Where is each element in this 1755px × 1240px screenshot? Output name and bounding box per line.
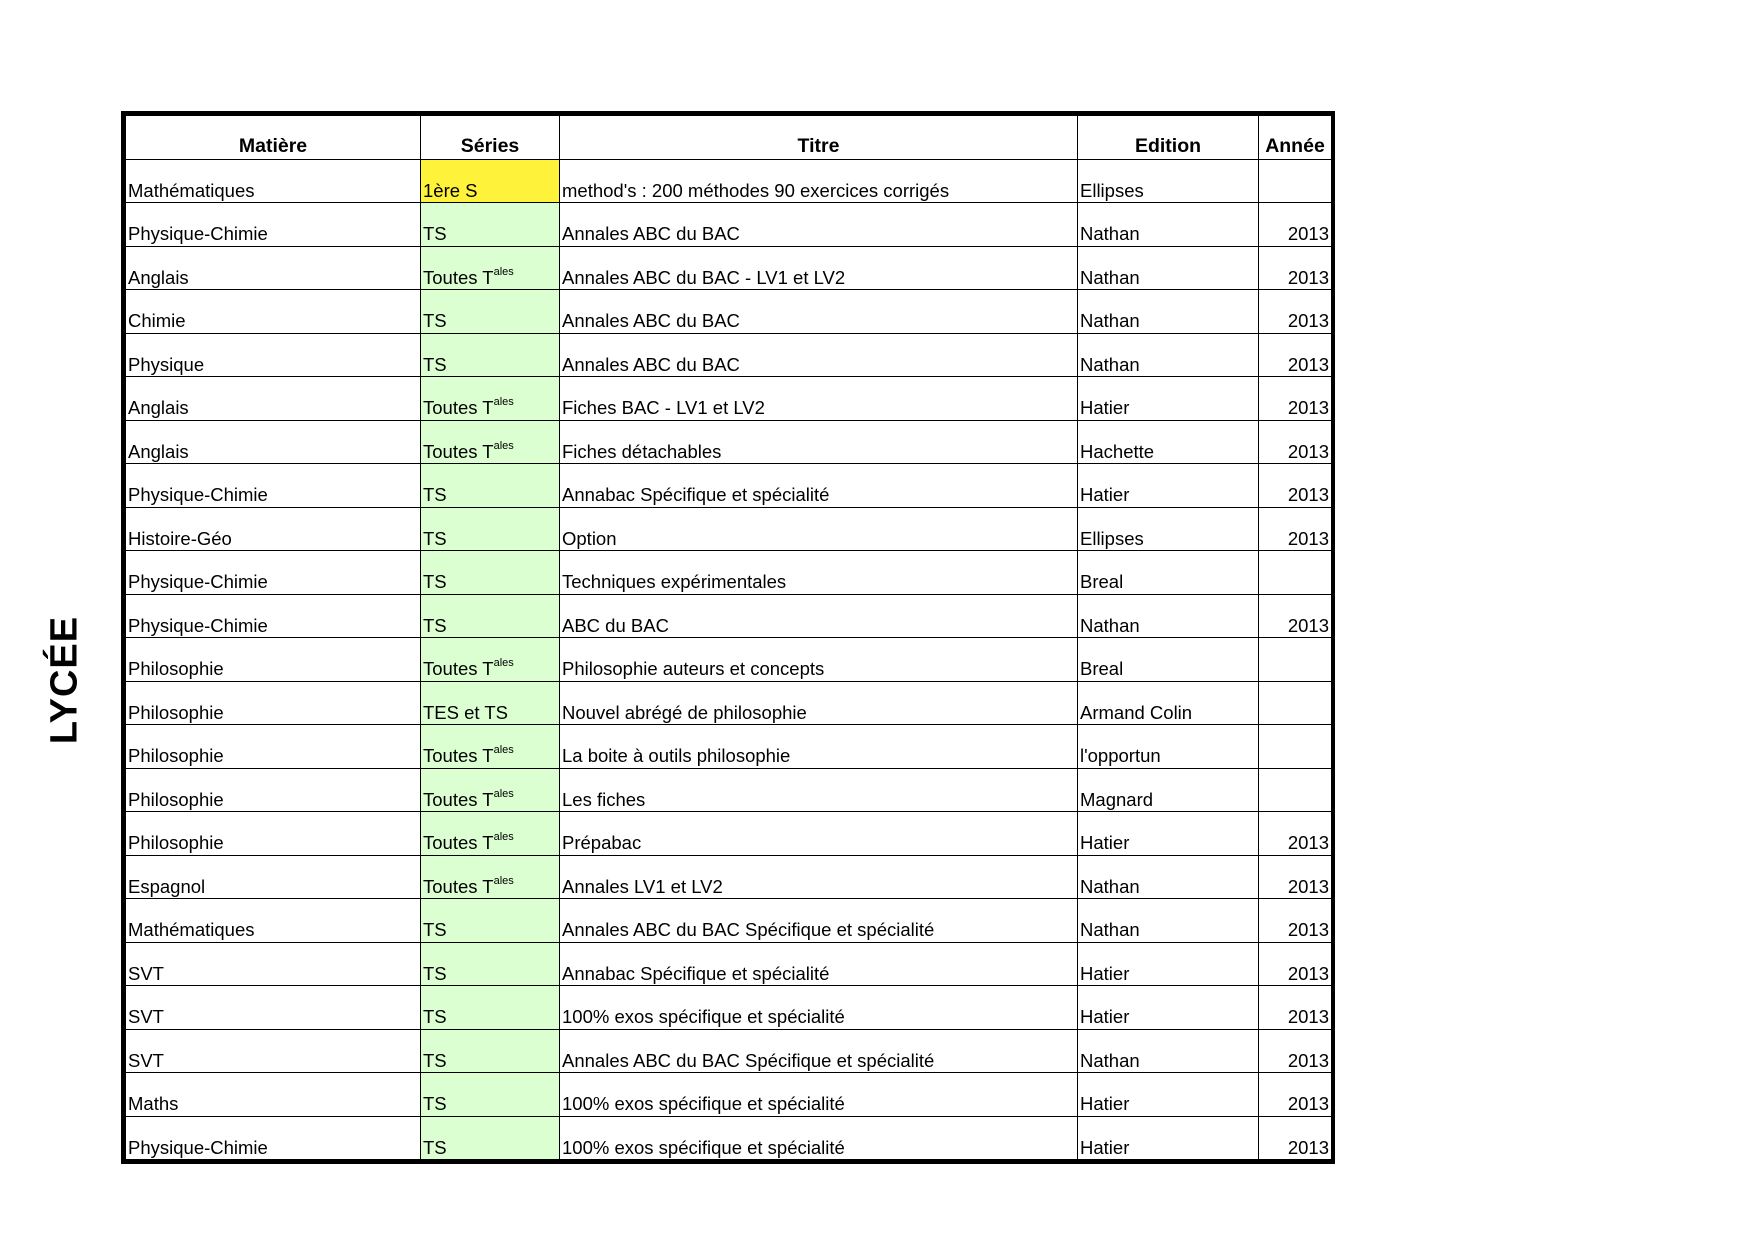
cell-annee: 2013 bbox=[1259, 1116, 1332, 1160]
header-row bbox=[126, 116, 1332, 160]
cell-matiere: Mathématiques bbox=[126, 899, 421, 943]
cell-series bbox=[421, 246, 560, 290]
table-body bbox=[126, 159, 1332, 1160]
cell-annee: 2013 bbox=[1259, 420, 1332, 464]
cell-series bbox=[421, 681, 560, 725]
table-row bbox=[126, 203, 1332, 247]
cell-titre: Fiches détachables bbox=[560, 420, 1078, 464]
cell-series bbox=[421, 333, 560, 377]
cell-titre: ABC du BAC bbox=[560, 594, 1078, 638]
cell-titre: 100% exos spécifique et spécialité bbox=[560, 1073, 1078, 1117]
cell-series bbox=[421, 1116, 560, 1160]
cell-series bbox=[421, 899, 560, 943]
cell-series bbox=[421, 855, 560, 899]
cell-edition: Nathan bbox=[1078, 246, 1259, 290]
cell-titre: Nouvel abrégé de philosophie bbox=[560, 681, 1078, 725]
series-text: TS bbox=[423, 571, 447, 592]
series-text: TS bbox=[423, 223, 447, 244]
cell-matiere: SVT bbox=[126, 986, 421, 1030]
cell-series bbox=[421, 420, 560, 464]
cell-edition: Nathan bbox=[1078, 1029, 1259, 1073]
series-superscript: ales bbox=[493, 396, 514, 408]
cell-edition: Hachette bbox=[1078, 420, 1259, 464]
cell-series bbox=[421, 507, 560, 551]
cell-titre: Annales ABC du BAC Spécifique et spécialité bbox=[560, 1029, 1078, 1073]
cell-matiere: Mathématiques bbox=[126, 159, 421, 203]
cell-matiere: Philosophie bbox=[126, 768, 421, 812]
cell-annee: 2013 bbox=[1259, 377, 1332, 421]
table-row bbox=[126, 942, 1332, 986]
series-text: TS bbox=[423, 1049, 447, 1071]
table-row bbox=[126, 420, 1332, 464]
series-superscript: ales bbox=[493, 439, 514, 452]
header-edition: Edition bbox=[1078, 116, 1259, 160]
table-row bbox=[126, 464, 1332, 508]
cell-annee bbox=[1259, 551, 1332, 595]
table-row bbox=[126, 638, 1332, 682]
series-text: TS bbox=[423, 962, 447, 984]
table-row bbox=[126, 1116, 1332, 1160]
cell-titre: Annales ABC du BAC bbox=[560, 203, 1078, 247]
series-text: TS bbox=[423, 1093, 447, 1114]
cell-matiere: Physique-Chimie bbox=[126, 1116, 421, 1160]
cell-series bbox=[421, 551, 560, 595]
header-matiere: Matière bbox=[126, 116, 421, 160]
series-text: Toutes T bbox=[423, 875, 494, 897]
cell-titre: La boite à outils philosophie bbox=[560, 725, 1078, 769]
series-superscript: ales bbox=[493, 787, 514, 800]
cell-edition: Nathan bbox=[1078, 855, 1259, 899]
cell-matiere: Philosophie bbox=[126, 638, 421, 682]
table-row bbox=[126, 899, 1332, 943]
series-text: 1ère S bbox=[423, 179, 478, 201]
series-text: TS bbox=[423, 919, 447, 940]
cell-annee bbox=[1259, 638, 1332, 682]
cell-series bbox=[421, 638, 560, 682]
cell-annee bbox=[1259, 681, 1332, 725]
cell-edition: Magnard bbox=[1078, 768, 1259, 812]
cell-titre: Prépabac bbox=[560, 812, 1078, 856]
table-row bbox=[126, 246, 1332, 290]
cell-edition: Breal bbox=[1078, 551, 1259, 595]
cell-matiere: Anglais bbox=[126, 377, 421, 421]
cell-edition: Ellipses bbox=[1078, 159, 1259, 203]
cell-titre: Annales ABC du BAC bbox=[560, 290, 1078, 334]
cell-titre: Techniques expérimentales bbox=[560, 551, 1078, 595]
cell-annee: 2013 bbox=[1259, 290, 1332, 334]
cell-annee: 2013 bbox=[1259, 855, 1332, 899]
cell-titre: Philosophie auteurs et concepts bbox=[560, 638, 1078, 682]
cell-annee: 2013 bbox=[1259, 246, 1332, 290]
series-text: TS bbox=[423, 484, 447, 505]
series-superscript: ales bbox=[493, 265, 514, 278]
table-row bbox=[126, 377, 1332, 421]
cell-matiere: Espagnol bbox=[126, 855, 421, 899]
cell-annee bbox=[1259, 768, 1332, 812]
cell-matiere: Anglais bbox=[126, 420, 421, 464]
cell-edition: Ellipses bbox=[1078, 507, 1259, 551]
table-row bbox=[126, 507, 1332, 551]
series-text: Toutes T bbox=[423, 440, 494, 462]
header-titre: Titre bbox=[560, 116, 1078, 160]
cell-series bbox=[421, 377, 560, 421]
cell-edition: Hatier bbox=[1078, 1073, 1259, 1117]
series-text: Toutes T bbox=[423, 832, 494, 853]
header-annee: Année bbox=[1259, 116, 1332, 160]
cell-annee: 2013 bbox=[1259, 1073, 1332, 1117]
table-row bbox=[126, 594, 1332, 638]
table-row bbox=[126, 1073, 1332, 1117]
cell-series bbox=[421, 203, 560, 247]
table-row bbox=[126, 159, 1332, 203]
cell-series bbox=[421, 290, 560, 334]
cell-titre: Annales ABC du BAC Spécifique et spécialité bbox=[560, 899, 1078, 943]
cell-annee: 2013 bbox=[1259, 594, 1332, 638]
header-series: Séries bbox=[421, 116, 560, 160]
cell-matiere: SVT bbox=[126, 942, 421, 986]
cell-edition: Nathan bbox=[1078, 899, 1259, 943]
cell-matiere: Physique-Chimie bbox=[126, 551, 421, 595]
cell-series bbox=[421, 942, 560, 986]
series-text: Toutes T bbox=[423, 397, 494, 418]
cell-matiere: Physique-Chimie bbox=[126, 594, 421, 638]
cell-matiere: Chimie bbox=[126, 290, 421, 334]
cell-matiere: Philosophie bbox=[126, 725, 421, 769]
cell-series bbox=[421, 1029, 560, 1073]
table-row bbox=[126, 768, 1332, 812]
cell-edition: Nathan bbox=[1078, 333, 1259, 377]
cell-annee: 2013 bbox=[1259, 333, 1332, 377]
cell-series bbox=[421, 812, 560, 856]
cell-annee: 2013 bbox=[1259, 986, 1332, 1030]
series-superscript: ales bbox=[493, 831, 514, 843]
series-text: TS bbox=[423, 527, 447, 549]
table-row bbox=[126, 333, 1332, 377]
table-row bbox=[126, 1029, 1332, 1073]
cell-matiere: Physique-Chimie bbox=[126, 464, 421, 508]
series-text: Toutes T bbox=[423, 788, 494, 810]
series-text: Toutes T bbox=[423, 658, 494, 679]
cell-matiere: Philosophie bbox=[126, 812, 421, 856]
cell-matiere: SVT bbox=[126, 1029, 421, 1073]
cell-annee: 2013 bbox=[1259, 464, 1332, 508]
cell-titre: Option bbox=[560, 507, 1078, 551]
series-text: Toutes T bbox=[423, 266, 494, 288]
cell-edition: Hatier bbox=[1078, 377, 1259, 421]
cell-annee: 2013 bbox=[1259, 942, 1332, 986]
table-row bbox=[126, 855, 1332, 899]
cell-annee: 2013 bbox=[1259, 899, 1332, 943]
cell-edition: Nathan bbox=[1078, 594, 1259, 638]
series-text: TS bbox=[423, 1006, 447, 1027]
cell-series bbox=[421, 594, 560, 638]
series-superscript: ales bbox=[493, 874, 514, 887]
cell-matiere: Physique bbox=[126, 333, 421, 377]
table-row bbox=[126, 812, 1332, 856]
cell-series bbox=[421, 159, 560, 203]
cell-titre: Annales LV1 et LV2 bbox=[560, 855, 1078, 899]
cell-titre: 100% exos spécifique et spécialité bbox=[560, 1116, 1078, 1160]
series-text: Toutes T bbox=[423, 745, 494, 766]
cell-annee bbox=[1259, 159, 1332, 203]
cell-edition: Nathan bbox=[1078, 203, 1259, 247]
series-text: TS bbox=[423, 353, 447, 375]
cell-annee: 2013 bbox=[1259, 203, 1332, 247]
cell-titre: Fiches BAC - LV1 et LV2 bbox=[560, 377, 1078, 421]
cell-edition: Hatier bbox=[1078, 986, 1259, 1030]
cell-matiere: Physique-Chimie bbox=[126, 203, 421, 247]
cell-series bbox=[421, 1073, 560, 1117]
cell-matiere: Maths bbox=[126, 1073, 421, 1117]
cell-edition: Hatier bbox=[1078, 812, 1259, 856]
series-superscript: ales bbox=[493, 744, 514, 756]
cell-titre: Annabac Spécifique et spécialité bbox=[560, 464, 1078, 508]
cell-matiere: Anglais bbox=[126, 246, 421, 290]
cell-series bbox=[421, 464, 560, 508]
cell-annee: 2013 bbox=[1259, 507, 1332, 551]
series-text: TS bbox=[423, 1136, 447, 1158]
cell-titre: Annales ABC du BAC - LV1 et LV2 bbox=[560, 246, 1078, 290]
cell-edition: Hatier bbox=[1078, 942, 1259, 986]
cell-edition: Armand Colin bbox=[1078, 681, 1259, 725]
side-label-lycee: LYCÉE bbox=[43, 615, 86, 745]
cell-annee: 2013 bbox=[1259, 1029, 1332, 1073]
series-text: TES et TS bbox=[423, 701, 508, 723]
table-row bbox=[126, 986, 1332, 1030]
series-text: TS bbox=[423, 310, 447, 331]
cell-titre: Les fiches bbox=[560, 768, 1078, 812]
book-list-sheet bbox=[121, 111, 1335, 1164]
cell-series bbox=[421, 725, 560, 769]
cell-titre: 100% exos spécifique et spécialité bbox=[560, 986, 1078, 1030]
cell-edition: Nathan bbox=[1078, 290, 1259, 334]
cell-matiere: Philosophie bbox=[126, 681, 421, 725]
cell-titre: Annales ABC du BAC bbox=[560, 333, 1078, 377]
cell-matiere: Histoire-Géo bbox=[126, 507, 421, 551]
cell-titre: method's : 200 méthodes 90 exercices corrigés bbox=[560, 159, 1078, 203]
table-row bbox=[126, 681, 1332, 725]
cell-edition: l'opportun bbox=[1078, 725, 1259, 769]
cell-series bbox=[421, 768, 560, 812]
series-text: TS bbox=[423, 614, 447, 636]
cell-edition: Hatier bbox=[1078, 464, 1259, 508]
cell-annee bbox=[1259, 725, 1332, 769]
cell-edition: Hatier bbox=[1078, 1116, 1259, 1160]
cell-annee: 2013 bbox=[1259, 812, 1332, 856]
cell-edition: Breal bbox=[1078, 638, 1259, 682]
series-superscript: ales bbox=[493, 657, 514, 669]
book-list-table bbox=[125, 115, 1332, 1160]
cell-series bbox=[421, 986, 560, 1030]
cell-titre: Annabac Spécifique et spécialité bbox=[560, 942, 1078, 986]
table-row bbox=[126, 725, 1332, 769]
table-row bbox=[126, 290, 1332, 334]
table-row bbox=[126, 551, 1332, 595]
